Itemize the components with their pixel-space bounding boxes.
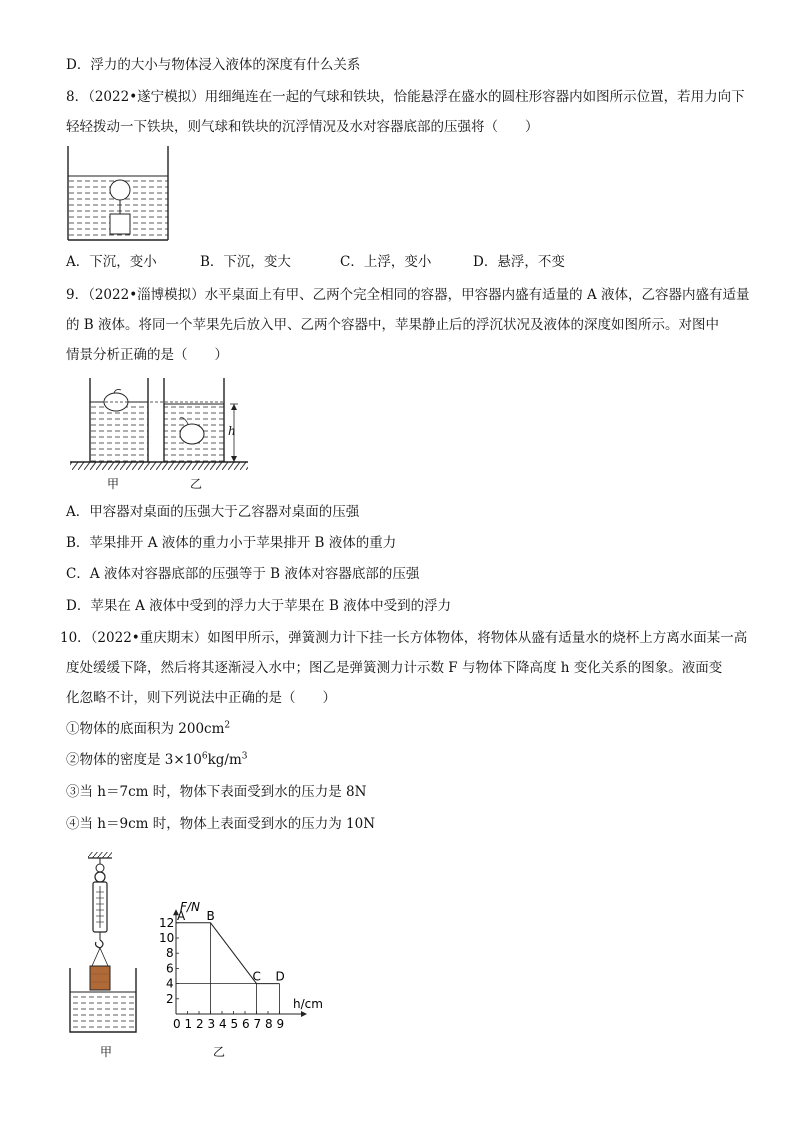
q8-stem-line1: 8．（2022•遂宁模拟）用细绳连在一起的气球和铁块，恰能悬浮在盛水的圆柱形容器内如图所示位置，若用力向下: [66, 89, 745, 105]
y-tick-label: 2: [166, 991, 174, 1006]
x-tick-label: 8: [265, 1017, 273, 1031]
q9-stem-line3: 情景分析正确的是（ ）: [66, 347, 228, 363]
x-tick-label: 4: [219, 1017, 227, 1031]
q9-option-c: C．A 液体对容器底部的压强等于 B 液体对容器底部的压强: [66, 566, 420, 582]
q9-label-jia: 甲: [107, 477, 120, 491]
x-tick-label: 3: [207, 1017, 216, 1031]
q8-option-b: B．下沉，变大: [200, 254, 291, 270]
q10-chart: [150, 900, 360, 1040]
q10-statement-1: ①物体的底面积为 $200cm^2$: [66, 720, 231, 737]
q10-stem-line1: 10．（2022•重庆期末）如图甲所示，弹簧测力计下挂一长方体物体，将物体从盛有适量水的烧杯上方离水面某一高: [60, 630, 748, 646]
x-tick-label: 1: [184, 1017, 193, 1031]
q9-apple-b: [180, 424, 204, 444]
x-tick-label: 5: [230, 1017, 239, 1031]
point-label-b: B: [206, 908, 215, 923]
x-tick-label: 2: [196, 1017, 204, 1031]
q8-balloon: [110, 180, 130, 200]
q8-figure-container: [60, 142, 180, 246]
q8-option-a: A．下沉，变小: [66, 254, 157, 270]
q8-option-d: D．悬浮，不变: [473, 254, 565, 270]
q9-option-a: A．甲容器对桌面的压强大于乙容器对桌面的压强: [66, 504, 360, 520]
q10-statement-4: ④当 h＝9cm 时，物体上表面受到水的压力为 10N: [66, 816, 376, 832]
x-tick-label: 0: [173, 1017, 181, 1031]
y-tick-label: 4: [166, 976, 174, 991]
q10-statement-2: ②物体的密度是 $3\times 10^6kg/m^3$: [66, 751, 248, 768]
f-h-line: [176, 923, 280, 984]
x-tick-label: 9: [276, 1017, 285, 1031]
q10-stem-line2: 度处缓缓下降，然后将其逐渐浸入水中；图乙是弹簧测力计示数 F 与物体下降高度 h 变化关系的图象。液面变: [66, 660, 723, 676]
q9-stem-line1: 9．（2022•淄博模拟）水平桌面上有甲、乙两个完全相同的容器，甲容器内盛有适量的 A 液体，乙容器内盛有适量: [66, 287, 750, 303]
q10-ceiling: [88, 852, 112, 858]
x-axis-label: h/cm: [293, 997, 323, 1011]
q9-option-b: B．苹果排开 A 液体的重力小于苹果排开 B 液体的重力: [66, 535, 397, 551]
q10-label-jia: 甲: [100, 1045, 113, 1059]
q10-stem-line3: 化忽略不计，则下列说法中正确的是（ ）: [66, 690, 336, 706]
q10-statement-3: ③当 h＝7cm 时，物体下表面受到水的压力是 8N: [66, 784, 367, 800]
q10-label-yi: 乙: [213, 1045, 226, 1059]
x-axis-arrow: [301, 1011, 307, 1017]
q9-table-surface: [70, 462, 248, 470]
q7-option-d: D．浮力的大小与物体浸入液体的深度有什么关系: [66, 57, 361, 73]
x-tick-label: 6: [242, 1017, 250, 1031]
q9-h-label: h: [228, 424, 236, 438]
y-tick-label: 8: [166, 946, 174, 961]
point-label-a: A: [177, 908, 186, 923]
q10-cuboid-object: [90, 966, 110, 990]
y-tick-label: 10: [159, 931, 175, 945]
q10-figure-jia: [64, 850, 148, 1040]
q8-iron-block: [110, 214, 130, 234]
y-axis-label: F/N: [180, 900, 200, 915]
y-tick-label: 6: [166, 961, 174, 976]
q10-beaker-water: [70, 992, 136, 1032]
q9-stem-line2: 的 B 液体。将同一个苹果先后放入甲、乙两个容器中，苹果静止后的浮沉状况及液体的深度如图所示。对图中: [66, 317, 720, 333]
x-tick-label: 7: [253, 1017, 262, 1031]
point-label-d: D: [275, 969, 285, 984]
q9-label-yi: 乙: [190, 477, 203, 491]
q8-stem-line2: 轻轻拨动一下铁块，则气球和铁块的沉浮情况及水对容器底部的压强将（ ）: [66, 119, 539, 135]
point-label-c: C: [252, 969, 261, 984]
y-tick-label: 12: [159, 915, 175, 930]
q8-option-c: C．上浮，变小: [340, 254, 432, 270]
q9-option-d: D．苹果在 A 液体中受到的浮力大于苹果在 B 液体中受到的浮力: [66, 598, 452, 614]
